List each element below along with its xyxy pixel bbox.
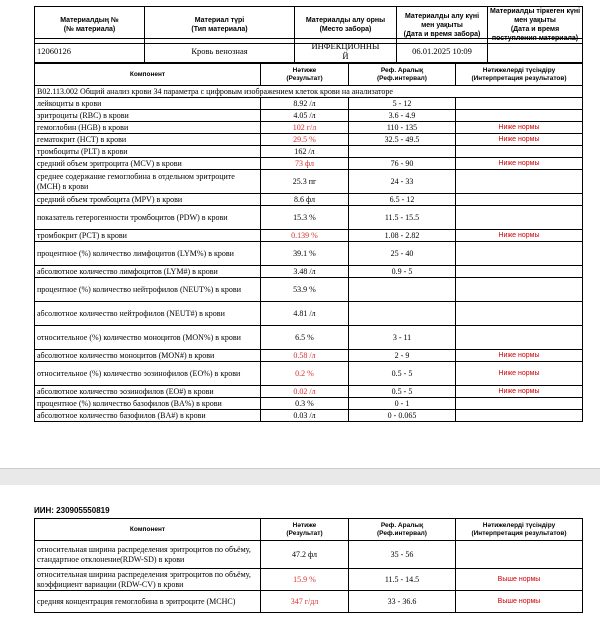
component-cell: гематокрит (HCT) в крови: [35, 134, 261, 146]
interp-cell: [456, 410, 583, 422]
table-row: [35, 569, 583, 591]
ref-cell: [349, 146, 456, 158]
result-column-header: Нәтиже (Результат): [261, 519, 349, 541]
ref-cell: 0.5 - 5: [349, 386, 456, 398]
result-cell: 0.3 %: [261, 398, 349, 410]
ref-column-header: Реф. Аралық (Реф.интервал): [349, 519, 456, 541]
table-row: [35, 386, 583, 398]
component-column-header: Компонент: [35, 519, 261, 541]
component-cell: средний объем эритроцита (MCV) в крови: [35, 158, 261, 170]
table-row: [35, 110, 583, 122]
ref-cell: 11.5 - 14.5: [349, 569, 456, 591]
interp-cell: [456, 242, 583, 266]
result-cell: 0.02 /л: [261, 386, 349, 398]
ref-cell: 1.08 - 2.82: [349, 230, 456, 242]
interp-cell: [456, 302, 583, 326]
page-gap: [0, 468, 600, 486]
component-cell: абсолютное количество лимфоцитов (LYM#) в крови: [35, 266, 261, 278]
result-column-header: Нәтиже (Результат): [261, 64, 349, 86]
ref-cell: 0 - 1: [349, 398, 456, 410]
interp-cell: [456, 278, 583, 302]
interp-column-header: Нәтижелерді түсіндіру (Интерпретация результатов): [456, 519, 583, 541]
interp-column-header: Нәтижелерді түсіндіру (Интерпретация результатов): [456, 64, 583, 86]
ref-cell: [349, 302, 456, 326]
component-cell: лейкоциты в крови: [35, 98, 261, 110]
result-cell: 0.2 %: [261, 362, 349, 386]
ref-cell: 5 - 12: [349, 98, 456, 110]
interp-cell: [456, 194, 583, 206]
component-cell: абсолютное количество эозинофилов (EO#) в крови: [35, 386, 261, 398]
table-row: [35, 398, 583, 410]
interp-cell: Ниже нормы: [456, 158, 583, 170]
interp-cell: [456, 398, 583, 410]
result-cell: 8.6 фл: [261, 194, 349, 206]
results-table: [34, 63, 583, 422]
table-row: [35, 98, 583, 110]
table-row: [35, 158, 583, 170]
component-cell: эритроциты (RBC) в крови: [35, 110, 261, 122]
component-cell: средняя концентрация гемоглобина в эритроците (MCHC): [35, 591, 261, 613]
component-cell: относительное (%) количество моноцитов (MON%) в крови: [35, 326, 261, 350]
ref-cell: 33 - 36.6: [349, 591, 456, 613]
material-place: ИНФЕКЦИОННЫ Й: [295, 39, 397, 63]
interp-cell: [456, 541, 583, 569]
component-cell: средний объем тромбоцита (MPV) в крови: [35, 194, 261, 206]
result-cell: 39.1 %: [261, 242, 349, 266]
interp-cell: Выше нормы: [456, 569, 583, 591]
table-row: [35, 146, 583, 158]
table-row: [35, 122, 583, 134]
table-row: [35, 206, 583, 230]
component-cell: абсолютное количество базофилов (BA#) в крови: [35, 410, 261, 422]
ref-cell: 2 - 9: [349, 350, 456, 362]
results-table-2: [34, 518, 583, 613]
result-cell: 15.3 %: [261, 206, 349, 230]
component-cell: среднее содержание гемоглобина в отдельном эритроците (MCH) в крови: [35, 170, 261, 194]
result-cell: 8.92 /л: [261, 98, 349, 110]
result-cell: 162 /л: [261, 146, 349, 158]
material-number-header: Материалдың № (№ материала): [35, 7, 145, 44]
table-row: [35, 170, 583, 194]
ref-column-header: Реф. Аралық (Реф.интервал): [349, 64, 456, 86]
ref-cell: 110 - 135: [349, 122, 456, 134]
material-received: [488, 39, 583, 63]
result-cell: 0.03 /л: [261, 410, 349, 422]
table-row: [35, 326, 583, 350]
interp-cell: [456, 206, 583, 230]
table-row: [35, 302, 583, 326]
table-row: [35, 134, 583, 146]
result-cell: 347 г/дл: [261, 591, 349, 613]
interp-cell: [456, 110, 583, 122]
table-row: [35, 362, 583, 386]
ref-cell: 3 - 11: [349, 326, 456, 350]
result-cell: 15.9 %: [261, 569, 349, 591]
material-date-header: Материалды алу күні мен уақыты (Дата и время забора): [397, 7, 488, 44]
interp-cell: Ниже нормы: [456, 230, 583, 242]
component-cell: относительная ширина распределения эритроцитов по объёму, коэффициент вариации (RDW-CV) в крови: [35, 569, 261, 591]
interp-cell: Ниже нормы: [456, 122, 583, 134]
component-cell: показатель гетерогенности тромбоцитов (PDW) в крови: [35, 206, 261, 230]
table-row: [35, 278, 583, 302]
iin-label: ИИН: 230905550819: [34, 506, 110, 515]
ref-cell: 11.5 - 15.5: [349, 206, 456, 230]
table-row: [35, 591, 583, 613]
table-row: [35, 266, 583, 278]
component-cell: гемоглобин (HGB) в крови: [35, 122, 261, 134]
interp-cell: [456, 146, 583, 158]
result-cell: 6.5 %: [261, 326, 349, 350]
ref-cell: 6.5 - 12: [349, 194, 456, 206]
material-place-header: Материалды алу орны (Место забора): [295, 7, 397, 44]
component-cell: абсолютное количество нейтрофилов (NEUT#) в крови: [35, 302, 261, 326]
ref-cell: [349, 278, 456, 302]
material-received-header: Материалды тіркеген күні мен уақыты (Дата и время поступления материала): [488, 7, 583, 44]
section-title: B02.113.002 Общий анализ крови 34 параметра с цифровым изображением клеток крови на анализаторе: [35, 86, 583, 98]
result-cell: 25.3 пг: [261, 170, 349, 194]
result-cell: 3.48 /л: [261, 266, 349, 278]
material-type: Кровь венозная: [145, 39, 295, 63]
material-number: 12060126: [35, 39, 145, 63]
interp-cell: [456, 266, 583, 278]
result-cell: 4.81 /л: [261, 302, 349, 326]
result-cell: 29.5 %: [261, 134, 349, 146]
ref-cell: 25 - 40: [349, 242, 456, 266]
table-row: [35, 350, 583, 362]
ref-cell: 76 - 90: [349, 158, 456, 170]
interp-cell: [456, 326, 583, 350]
material-type-header: Материал түрі (Тип материала): [145, 7, 295, 44]
material-values: [34, 38, 583, 63]
component-column-header: Компонент: [35, 64, 261, 86]
result-cell: 73 фл: [261, 158, 349, 170]
result-cell: 0.139 %: [261, 230, 349, 242]
interp-cell: [456, 98, 583, 110]
component-cell: процентное (%) количество базофилов (BA%) в крови: [35, 398, 261, 410]
material-datetime: 06.01.2025 10:09: [397, 39, 488, 63]
interp-cell: Ниже нормы: [456, 350, 583, 362]
interp-cell: Ниже нормы: [456, 386, 583, 398]
ref-cell: 24 - 33: [349, 170, 456, 194]
interp-cell: Ниже нормы: [456, 134, 583, 146]
result-cell: 4.05 /л: [261, 110, 349, 122]
component-cell: процентное (%) количество лимфоцитов (LYM%) в крови: [35, 242, 261, 266]
interp-cell: [456, 170, 583, 194]
interp-cell: Выше нормы: [456, 591, 583, 613]
component-cell: абсолютное количество моноцитов (MON#) в крови: [35, 350, 261, 362]
result-cell: 0.58 /л: [261, 350, 349, 362]
table-row: [35, 230, 583, 242]
ref-cell: 3.6 - 4.9: [349, 110, 456, 122]
ref-cell: 0.5 - 5: [349, 362, 456, 386]
table-row: [35, 194, 583, 206]
ref-cell: 32.5 - 49.5: [349, 134, 456, 146]
result-cell: 102 г/л: [261, 122, 349, 134]
table-row: [35, 410, 583, 422]
component-cell: тромбокрит (PCT) в крови: [35, 230, 261, 242]
ref-cell: 0 - 0.065: [349, 410, 456, 422]
table-row: [35, 242, 583, 266]
ref-cell: 0.9 - 5: [349, 266, 456, 278]
ref-cell: 35 - 56: [349, 541, 456, 569]
component-cell: относительное (%) количество эозинофилов (EO%) в крови: [35, 362, 261, 386]
table-row: [35, 541, 583, 569]
component-cell: относительная ширина распределения эритроцитов по объёму, стандартное отклонение(RDW-SD) в крови: [35, 541, 261, 569]
component-cell: процентное (%) количество нейтрофилов (NEUT%) в крови: [35, 278, 261, 302]
component-cell: тромбоциты (PLT) в крови: [35, 146, 261, 158]
result-cell: 53.9 %: [261, 278, 349, 302]
result-cell: 47.2 фл: [261, 541, 349, 569]
interp-cell: Ниже нормы: [456, 362, 583, 386]
